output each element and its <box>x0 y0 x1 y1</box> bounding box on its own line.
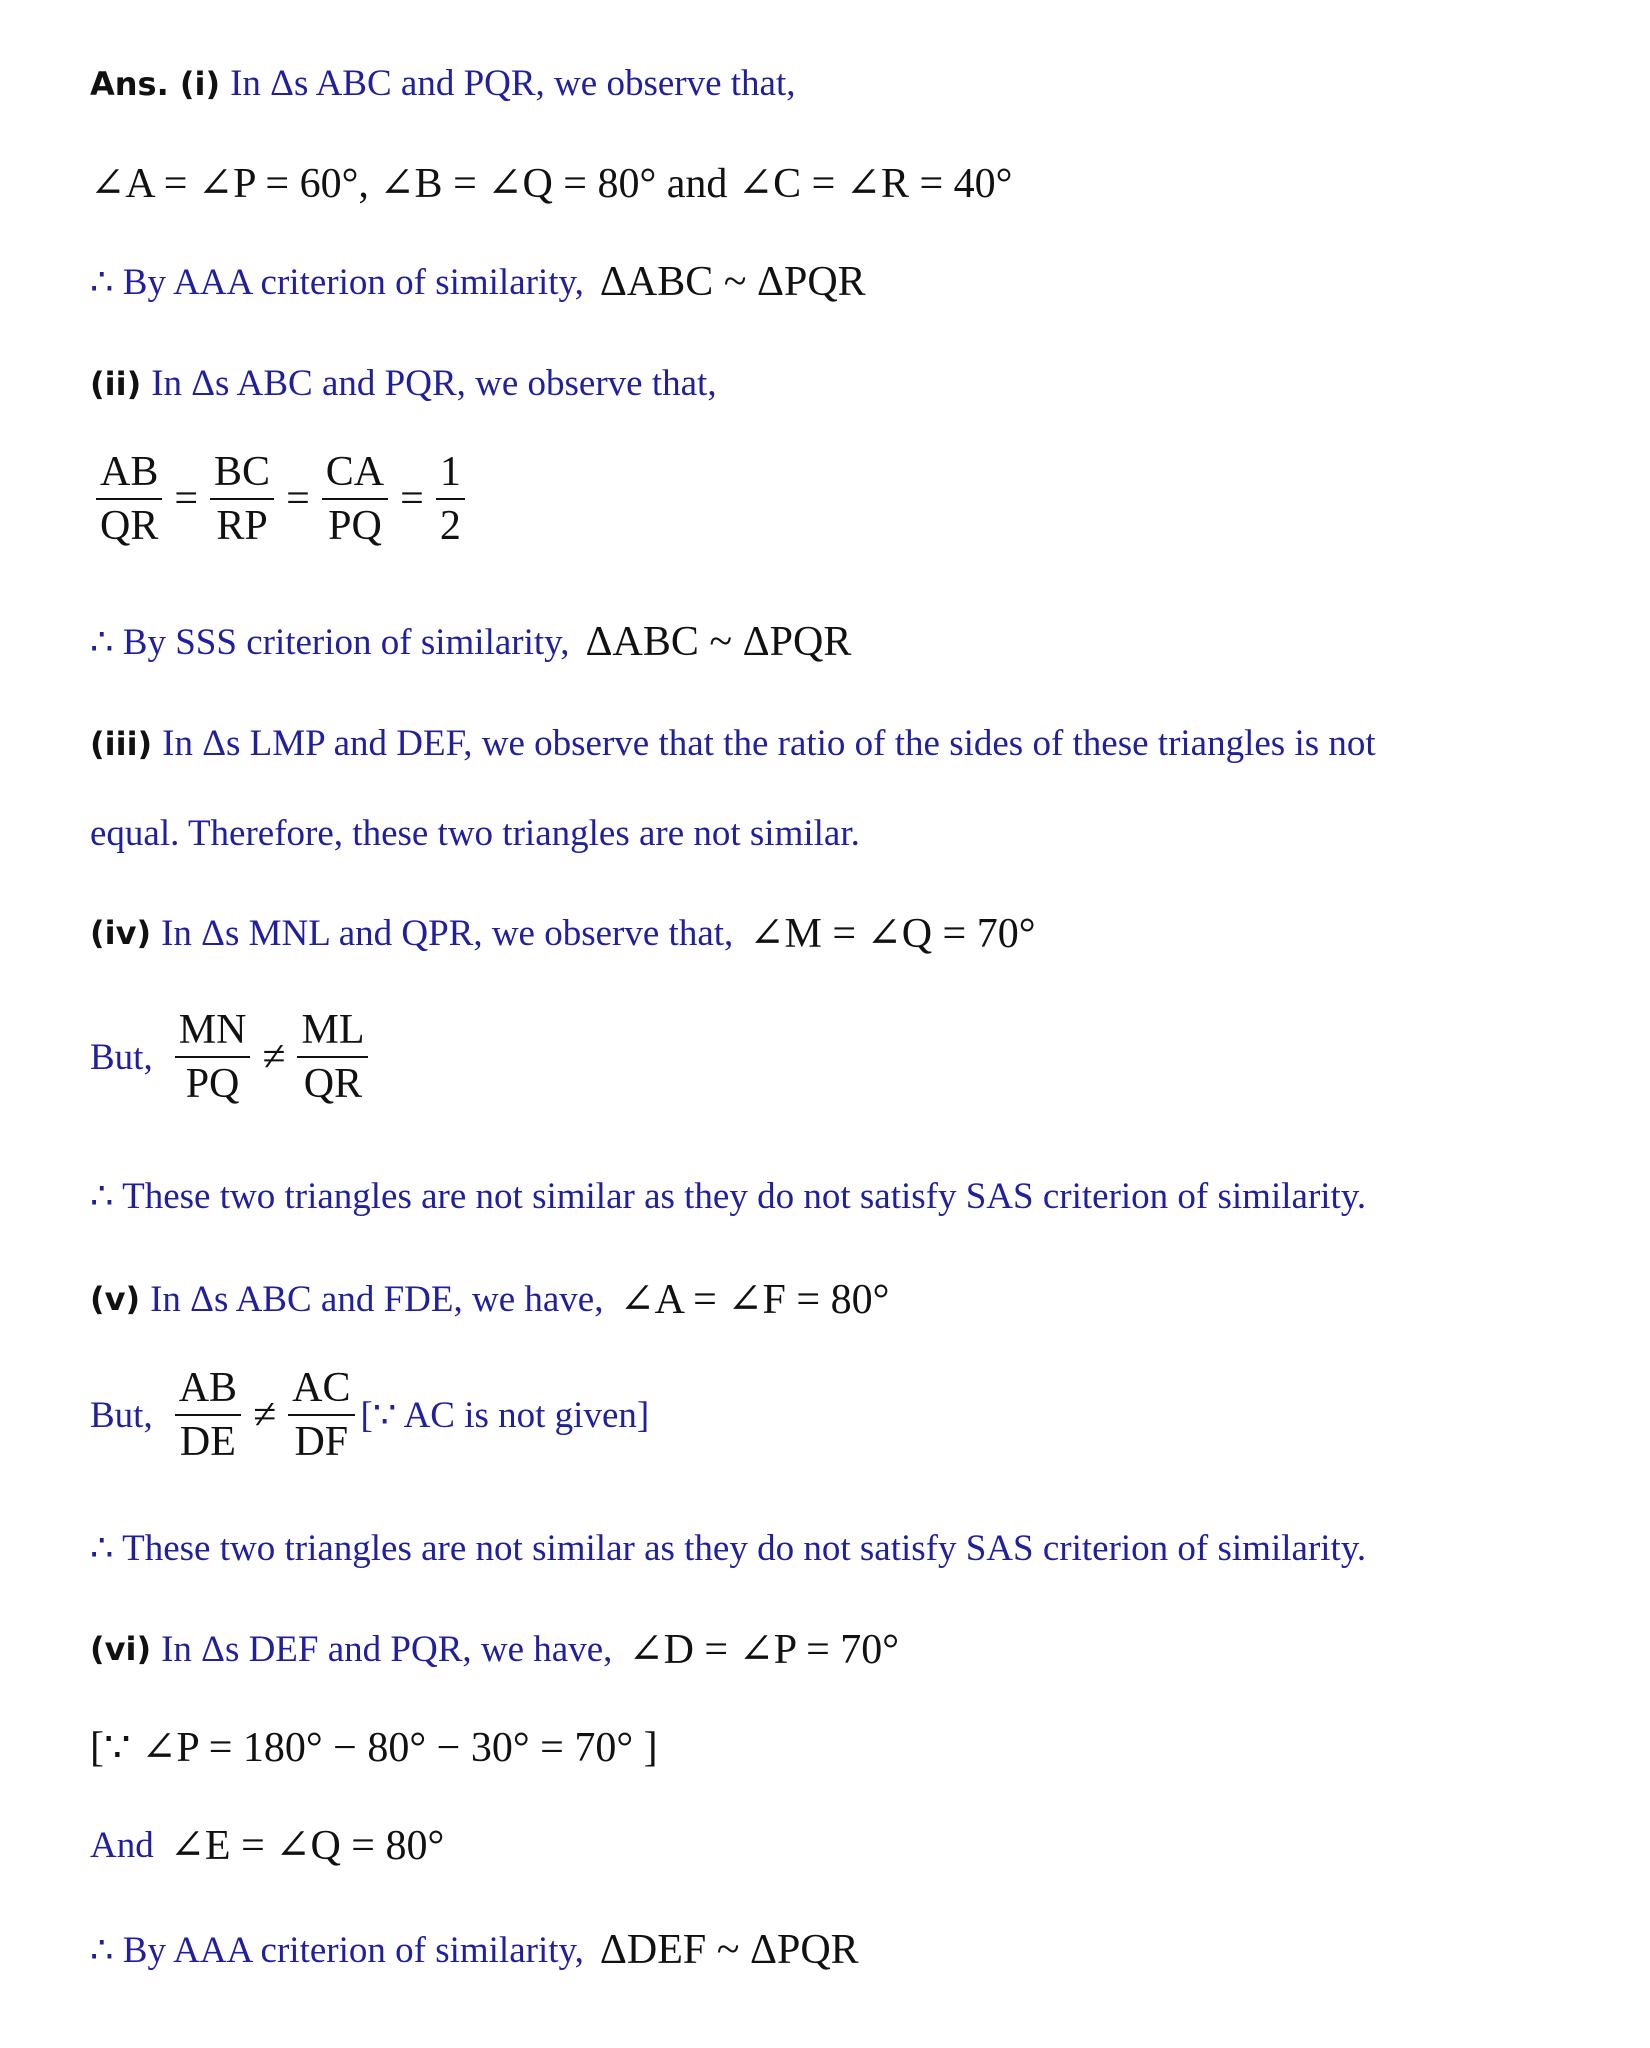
part-iii-label: (iii) <box>90 724 153 763</box>
part-vi-reason <box>90 1722 658 1772</box>
not-equal-sign: ≠ <box>253 1392 277 1439</box>
part-ii-text: In Δs ABC and PQR, we observe that, <box>151 363 717 404</box>
not-equal-sign: ≠ <box>262 1034 286 1081</box>
part-iv-label: (iv) <box>90 914 152 952</box>
part-ii-conclusion <box>90 618 851 666</box>
part-ii-ratios <box>90 450 471 548</box>
part-iv-ratios <box>90 1008 374 1106</box>
part-ii-conclusion-text: ∴ By SSS criterion of similarity, <box>90 622 570 663</box>
fraction-one-half: $\frac{1}{2}$ <box>436 450 465 548</box>
part-i-conclusion <box>90 258 866 306</box>
fraction-mn-pq: $\frac{MN}{PQ}$ <box>175 1008 251 1106</box>
part-i-conclusion-text: ∴ By AAA criterion of similarity, <box>90 262 584 303</box>
part-vi-angle-equation: ∠D = ∠P = 70° <box>628 1627 900 1673</box>
fraction-ac-df: $\frac{AC}{DF}$ <box>288 1366 354 1464</box>
part-iii-intro <box>90 722 1376 765</box>
part-v-angle-equation: ∠A = ∠F = 80° <box>619 1277 890 1323</box>
part-i-intro <box>90 62 796 105</box>
fraction-ml-qr: $\frac{ML}{QR}$ <box>297 1008 368 1106</box>
fraction-ca-pq: $\frac{CA}{PQ}$ <box>322 450 388 548</box>
part-iv-text: In Δs MNL and QPR, we observe that, <box>161 912 734 954</box>
part-ii-label: (ii) <box>90 364 142 403</box>
part-i-text: In Δs ABC and PQR, we observe that, <box>230 63 796 104</box>
part-v-intro <box>90 1274 889 1324</box>
part-v-conclusion-text: ∴ These two triangles are not similar as they do not satisfy SAS criterion of similarity. <box>90 1528 1367 1569</box>
part-vi-intro <box>90 1624 899 1674</box>
part-vi-angle-equation-2: ∠E = ∠Q = 80° <box>169 1823 445 1869</box>
part-i-angles <box>90 158 1012 208</box>
part-vi-second-angle <box>90 1820 444 1870</box>
part-vi-conclusion <box>90 1926 859 1974</box>
part-iv-conclusion-text: ∴ These two triangles are not similar as they do not satisfy SAS criterion of similarity. <box>90 1176 1367 1217</box>
part-iii-text-line2: equal. Therefore, these two triangles are not similar. <box>90 813 860 854</box>
fraction-ab-de: $\frac{AB}{DE}$ <box>175 1366 241 1464</box>
part-v-ratios <box>90 1366 649 1464</box>
part-iv-intro <box>90 908 1036 958</box>
part-iv-conclusion <box>90 1174 1366 1218</box>
part-v-but: But, <box>90 1394 153 1436</box>
part-ii-similarity: ΔABC ~ ΔPQR <box>585 619 852 665</box>
part-vi-and: And <box>90 1824 154 1866</box>
part-vi-similarity: ΔDEF ~ ΔPQR <box>599 1927 859 1973</box>
fraction-bc-rp: $\frac{BC}{RP}$ <box>210 450 274 548</box>
part-v-text: In Δs ABC and FDE, we have, <box>150 1278 604 1320</box>
equals-sign: = <box>174 476 199 523</box>
equals-sign: = <box>286 476 310 523</box>
part-i-label: Ans. (i) <box>90 64 221 103</box>
part-ii-intro <box>90 362 717 405</box>
part-i-angle-equation: ∠A = ∠P = 60°, ∠B = ∠Q = 80° and ∠C = ∠R = 40° <box>90 161 1013 207</box>
part-iv-but: But, <box>90 1036 153 1078</box>
part-vi-angle-sum: [∵ ∠P = 180° − 80° − 30° = 70° ] <box>90 1725 658 1771</box>
part-iii-text-line1: In Δs LMP and DEF, we observe that the ratio of the sides of these triangles is not <box>162 723 1376 764</box>
fraction-ab-qr: $\frac{AB}{QR}$ <box>96 450 162 548</box>
part-vi-conclusion-text: ∴ By AAA criterion of similarity, <box>90 1930 584 1971</box>
equals-sign: = <box>400 476 424 523</box>
part-iv-angle-equation: ∠M = ∠Q = 70° <box>749 911 1036 957</box>
part-vi-text: In Δs DEF and PQR, we have, <box>161 1628 613 1670</box>
part-iii-continued <box>90 812 860 855</box>
part-i-similarity: ΔABC ~ ΔPQR <box>599 259 866 305</box>
part-v-conclusion <box>90 1526 1366 1570</box>
part-v-note: [∵ AC is not given] <box>360 1395 650 1437</box>
part-vi-label: (vi) <box>90 1630 152 1668</box>
part-v-label: (v) <box>90 1280 141 1318</box>
